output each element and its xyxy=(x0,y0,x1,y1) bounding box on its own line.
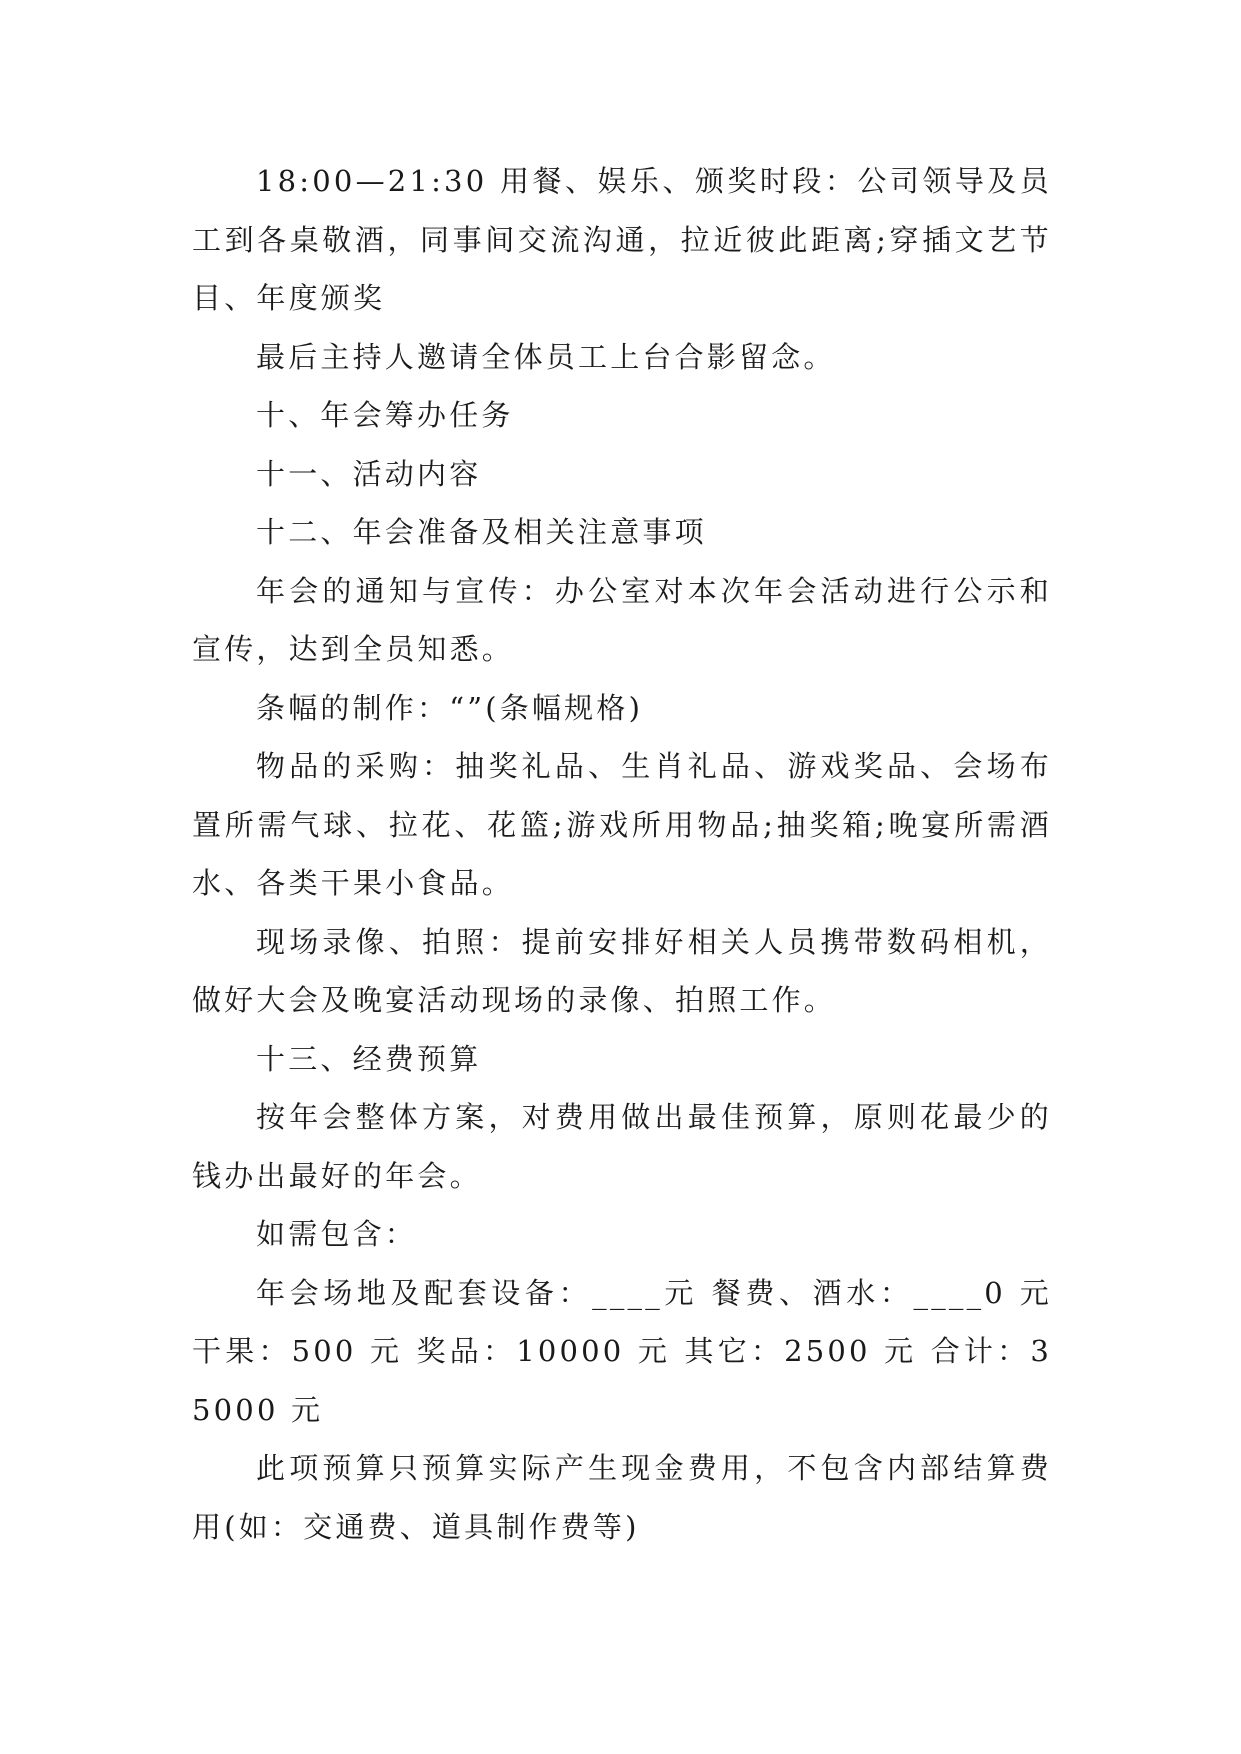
document-page xyxy=(192,152,1052,1556)
paragraph-budget-note: 此项预算只预算实际产生现金费用，不包含内部结算费用(如：交通费、道具制作费等) xyxy=(192,1451,1052,1544)
paragraph-budget-items: 年会场地及配套设备：____元 餐费、酒水：____0 元 干果：500 元 奖品：10000 元 其它：2500 元 合计：35000 元 xyxy=(192,1275,1052,1427)
paragraph-includes: 如需包含： xyxy=(256,1217,418,1251)
paragraph-banner: 条幅的制作：“”(条幅规格) xyxy=(256,690,644,725)
paragraph-notice-publicity: 年会的通知与宣传：办公室对本次年会活动进行公示和宣传，达到全员知悉。 xyxy=(192,573,1052,666)
heading-section-13: 十三、经费预算 xyxy=(256,1041,482,1076)
paragraph-budget-principle: 按年会整体方案，对费用做出最佳预算，原则花最少的钱办出最好的年会。 xyxy=(192,1100,1052,1193)
paragraph-purchasing: 物品的采购：抽奖礼品、生肖礼品、游戏奖品、会场布置所需气球、拉花、花篮;游戏所用物品;抽奖箱;晚宴所需酒水、各类干果小食品。 xyxy=(192,749,1052,900)
heading-section-12: 十二、年会准备及相关注意事项 xyxy=(256,515,707,549)
paragraph-video-photo: 现场录像、拍照：提前安排好相关人员携带数码相机，做好大会及晚宴活动现场的录像、拍照工作。 xyxy=(192,924,1052,1017)
heading-section-10: 十、年会筹办任务 xyxy=(256,398,514,432)
paragraph-schedule-dinner: 18:00—21:30 用餐、娱乐、颁奖时段：公司领导及员工到各桌敬酒，同事间交流沟通，拉近彼此距离;穿插文艺节目、年度颁奖 xyxy=(192,164,1052,315)
heading-section-11: 十一、活动内容 xyxy=(256,456,482,491)
paragraph-group-photo: 最后主持人邀请全体员工上台合影留念。 xyxy=(256,339,836,374)
